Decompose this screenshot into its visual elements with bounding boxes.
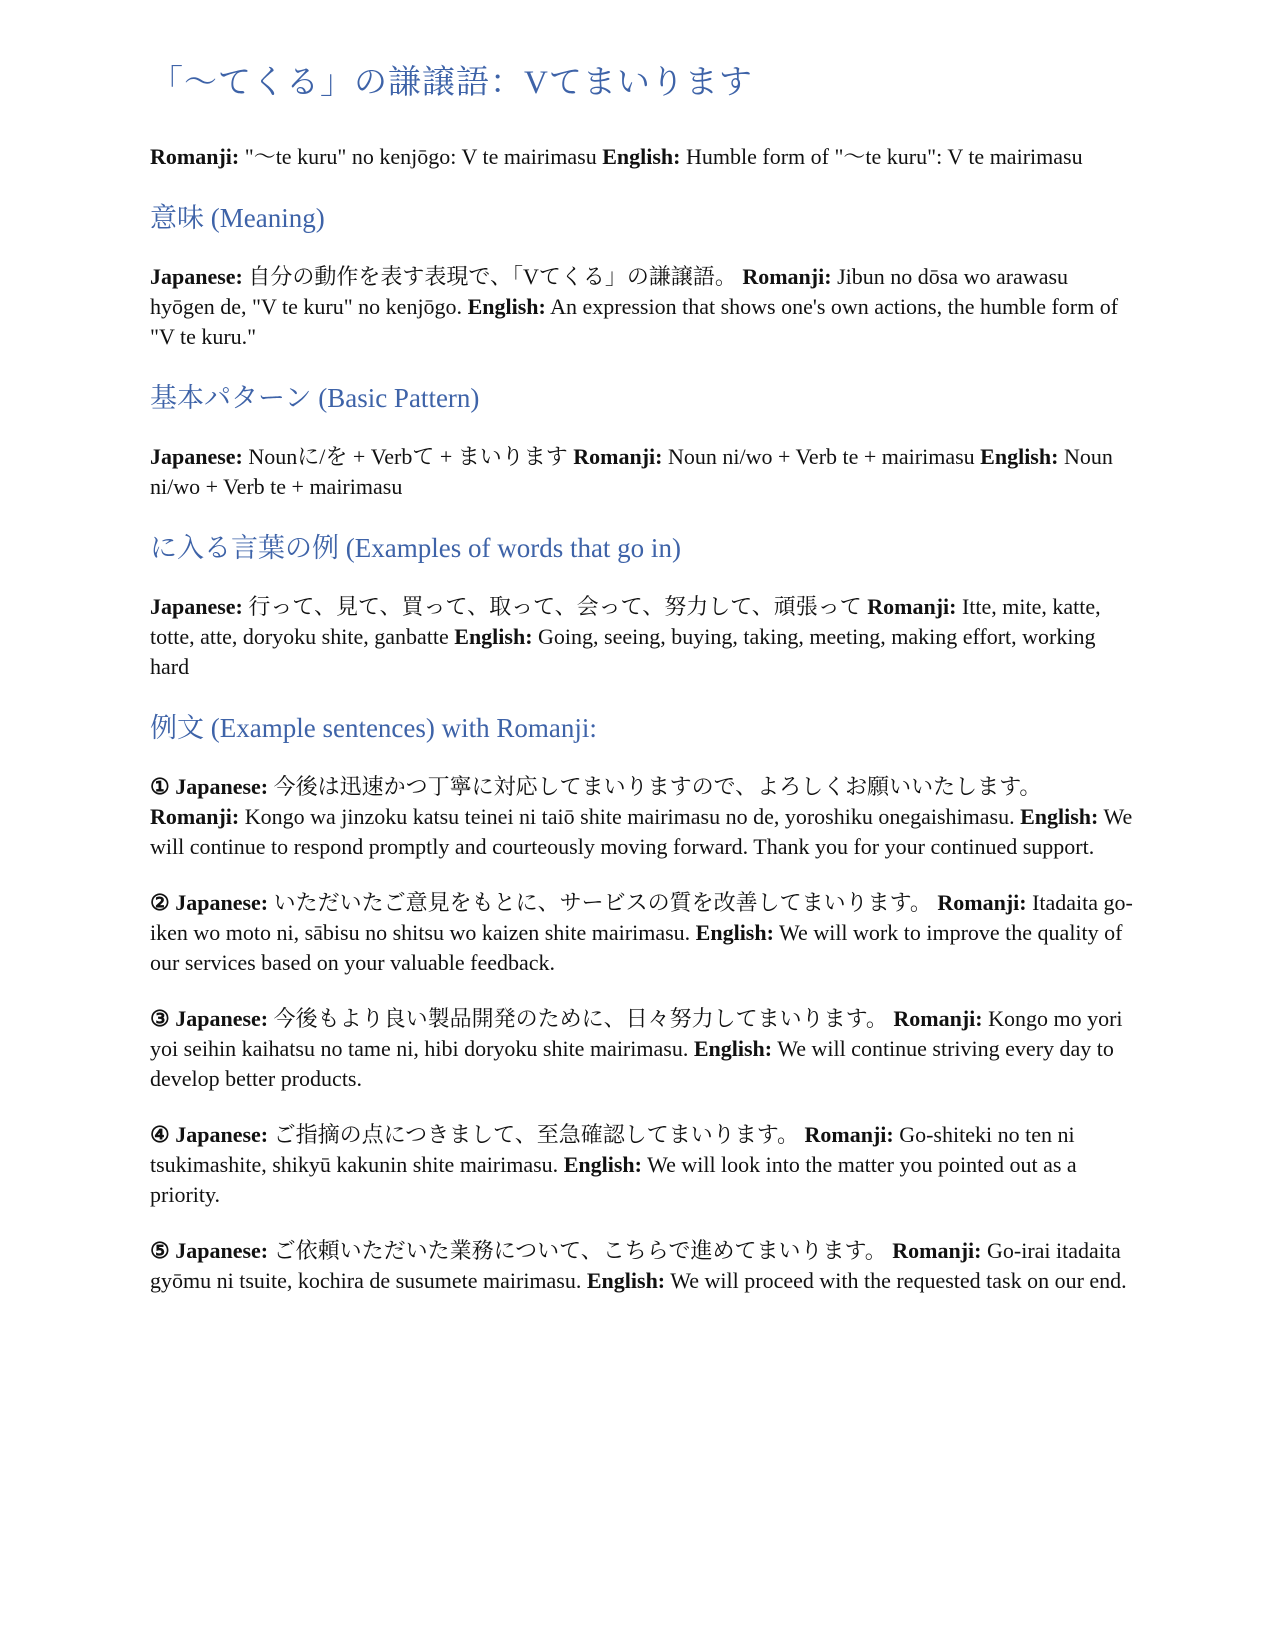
pattern-heading: 基本パターン (Basic Pattern)	[150, 383, 480, 413]
document-page	[150, 58, 1135, 1322]
intro-paragraph	[150, 142, 1135, 172]
example-sentence-3	[150, 1004, 1135, 1094]
english-text: Noun ni/wo + Verb te + mairimasu	[150, 444, 1113, 499]
romanji-text: Go-irai itadaita gyōmu ni tsuite, kochira de susumete mairimasu.	[150, 1238, 1121, 1293]
english-label: English:	[586, 1268, 666, 1293]
english-text: We will look into the matter you pointed out as a priority.	[150, 1152, 1077, 1207]
words-paragraph	[150, 592, 1135, 682]
example-sentence-1	[150, 772, 1135, 862]
english-label: English:	[454, 624, 533, 649]
english-text: Going, seeing, buying, taking, meeting, making effort, working hard	[150, 624, 1096, 679]
example-sentence-2	[150, 888, 1135, 978]
japanese-label: Japanese:	[175, 1122, 269, 1147]
japanese-text: 自分の動作を表す表現で、「Vてくる」の謙譲語。	[248, 264, 737, 289]
page-title: 「〜てくる」の謙譲語：Vてまいります	[150, 65, 753, 101]
english-label: English:	[693, 1036, 773, 1061]
romanji-text: Itadaita go-iken wo moto ni, sābisu no shitsu wo kaizen shite mairimasu.	[150, 890, 1133, 945]
romanji-label: Romanji:	[892, 1238, 982, 1263]
english-text: An expression that shows one's own actions, the humble form of "V te kuru."	[150, 294, 1119, 349]
japanese-label: Japanese:	[150, 594, 243, 619]
romanji-text: Noun ni/wo + Verb te + mairimasu	[667, 444, 975, 469]
meaning-heading: 意味 (Meaning)	[150, 203, 325, 233]
english-text: We will continue striving every day to develop better products.	[150, 1036, 1114, 1091]
romanji-text: Go-shiteki no ten ni tsukimashite, shikyū kakunin shite mairimasu.	[150, 1122, 1075, 1177]
english-label: English:	[980, 444, 1059, 469]
examples-heading: 例文 (Example sentences) with Romanji:	[150, 713, 597, 743]
romanji-text: Itte, mite, katte, totte, atte, doryoku shite, ganbatte	[150, 594, 1101, 649]
romanji-label: Romanji:	[937, 890, 1027, 915]
japanese-label: Japanese:	[150, 444, 243, 469]
english-label: English:	[467, 294, 546, 319]
romanji-label: Romanji:	[742, 264, 832, 289]
japanese-text: Nounに/を + Verbて + まいります	[248, 444, 568, 469]
romanji-label: Romanji:	[150, 144, 240, 169]
romanji-text: "〜te kuru" no kenjōgo: V te mairimasu	[244, 144, 597, 169]
romanji-label: Romanji:	[573, 444, 663, 469]
example-number: ①	[150, 774, 170, 799]
japanese-label: Japanese:	[175, 774, 269, 799]
japanese-label: Japanese:	[175, 1006, 269, 1031]
meaning-paragraph	[150, 262, 1135, 352]
japanese-text: 今後もより良い製品開発のために、日々努力してまいります。	[273, 1006, 888, 1031]
romanji-label: Romanji:	[804, 1122, 894, 1147]
romanji-label: Romanji:	[867, 594, 957, 619]
japanese-label: Japanese:	[150, 264, 243, 289]
english-text: We will work to improve the quality of our services based on your valuable feedback.	[150, 920, 1123, 975]
romanji-text: Kongo mo yori yoi seihin kaihatsu no tame ni, hibi doryoku shite mairimasu.	[150, 1006, 1123, 1061]
japanese-text: いただいたご意見をもとに、サービスの質を改善してまいります。	[273, 890, 932, 915]
english-text: Humble form of "〜te kuru": V te mairimasu	[685, 144, 1083, 169]
japanese-text: ご依頼いただいた業務について、こちらで進めてまいります。	[273, 1238, 887, 1263]
example-sentence-5	[150, 1236, 1135, 1296]
romanji-label: Romanji:	[893, 1006, 983, 1031]
english-label: English:	[695, 920, 774, 945]
example-number: ②	[150, 890, 170, 915]
example-sentence-4	[150, 1120, 1135, 1210]
romanji-text: Jibun no dōsa wo arawasu hyōgen de, "V te kuru" no kenjōgo.	[150, 264, 1069, 319]
romanji-text: Kongo wa jinzoku katsu teinei ni taiō shite mairimasu no de, yoroshiku onegaishimasu.	[244, 804, 1015, 829]
example-number: ④	[150, 1122, 170, 1147]
example-number: ③	[150, 1006, 170, 1031]
japanese-label: Japanese:	[175, 890, 269, 915]
japanese-label: Japanese:	[175, 1238, 269, 1263]
romanji-label: Romanji:	[150, 804, 240, 829]
english-text: We will continue to respond promptly and courteously moving forward. Thank you for your continued support.	[150, 804, 1133, 859]
example-number: ⑤	[150, 1238, 170, 1263]
english-label: English:	[602, 144, 681, 169]
english-label: English:	[1020, 804, 1099, 829]
japanese-text: 行って、見て、買って、取って、会って、努力して、頑張って	[248, 594, 862, 619]
english-label: English:	[563, 1152, 642, 1177]
japanese-text: ご指摘の点につきまして、至急確認してまいります。	[273, 1122, 799, 1147]
japanese-text: 今後は迅速かつ丁寧に対応してまいりますので、よろしくお願いいたします。	[273, 774, 1042, 799]
english-text: We will proceed with the requested task on our end.	[670, 1268, 1127, 1293]
words-heading: に入る言葉の例 (Examples of words that go in)	[150, 533, 681, 563]
pattern-paragraph	[150, 442, 1135, 502]
